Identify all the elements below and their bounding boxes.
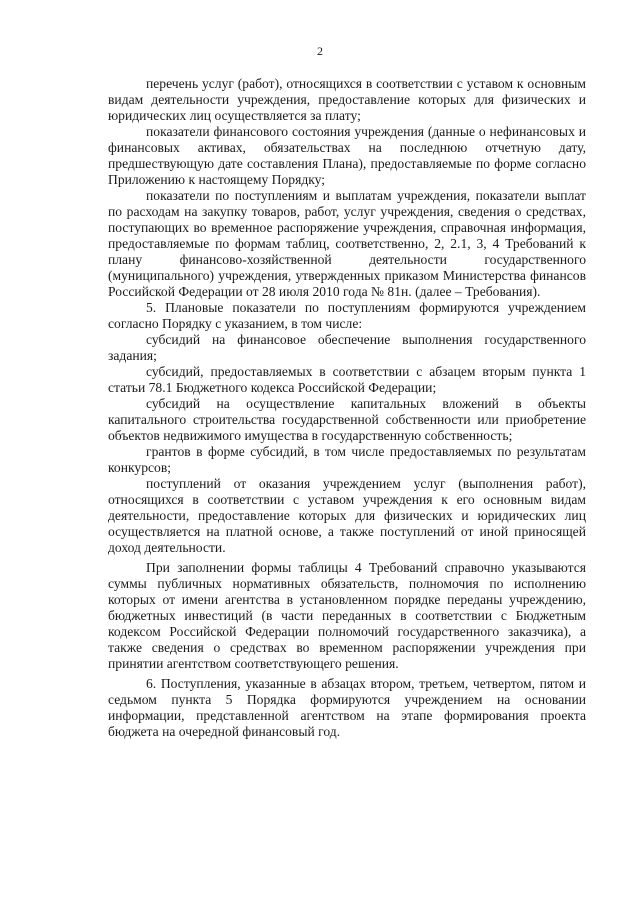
paragraph-grants: грантов в форме субсидий, в том числе предоставляемых по результатам конкурсов; — [108, 444, 586, 475]
paragraph-item-5: 5. Плановые показатели по поступлениям формируются учреждением согласно Порядку с указанием, в том числе: — [108, 300, 586, 331]
paragraph-financial-indicators: показатели финансового состояния учреждения (данные о нефинансовых и финансовых активах, обязательствах на последнюю отчетную дату, предшествующую дате составления Плана), предоставляемые по форме согласно Приложению к настоящему Порядку; — [108, 124, 586, 187]
page-number: 2 — [317, 44, 323, 58]
paragraph-receipts-payments: показатели по поступлениям и выплатам учреждения, показатели выплат по расходам на закупку товаров, работ, услуг учреждения, сведения о средствах, поступающих во временное распоряжение учреждения, справочная информация, предоставляемые по формам таблиц, соответственно, 2, 2.1, 3, 4 Требований к плану финансово-хозяйственной деятельности государственного (муниципального) учреждения, утвержденных приказом Министерства финансов Российской Федерации от 28 июля 2010 года № 81н. (далее – Требования). — [108, 188, 586, 299]
paragraph-paid-services: поступлений от оказания учреждением услуг (выполнения работ), относящихся в соответствии с уставом учреждения к его основным видам деятельности, предоставление которых для физических и юридических лиц осуществляется на платной основе, а также поступлений от иной приносящей доход деятельности. — [108, 476, 586, 555]
paragraph-table-4: При заполнении формы таблицы 4 Требований справочно указываются суммы публичных нормативных обязательств, полномочия по исполнению которых от имени агентства в установленном порядке переданы учреждению, бюджетных инвестиций (в части переданных в соответствии с Бюджетным кодексом Российской Федерации полномочий государственного заказчика), а также сведения о средствах во временном распоряжении учреждения при принятии агентством соответствующего решения. — [108, 560, 586, 671]
paragraph-subsidies-article-78-1: субсидий, предоставляемых в соответствии с абзацем вторым пункта 1 статьи 78.1 Бюджетного кодекса Российской Федерации; — [108, 364, 586, 395]
paragraph-services-list: перечень услуг (работ), относящихся в соответствии с уставом к основным видам деятельности учреждения, предоставление которых для физических и юридических лиц осуществляется за плату; — [108, 76, 586, 123]
paragraph-item-6: 6. Поступления, указанные в абзацах втором, третьем, четвертом, пятом и седьмом пункта 5 Порядка формируются учреждением на основании информации, представленной агентством на этапе формирования проекта бюджета на очередной финансовый год. — [108, 676, 586, 739]
paragraph-subsidies-capital-investments: субсидий на осуществление капитальных вложений в объекты капитального строительства государственной собственности или приобретение объектов недвижимого имущества в государственную собственность; — [108, 396, 586, 443]
document-body — [108, 76, 586, 740]
paragraph-subsidies-state-task: субсидий на финансовое обеспечение выполнения государственного задания; — [108, 332, 586, 363]
